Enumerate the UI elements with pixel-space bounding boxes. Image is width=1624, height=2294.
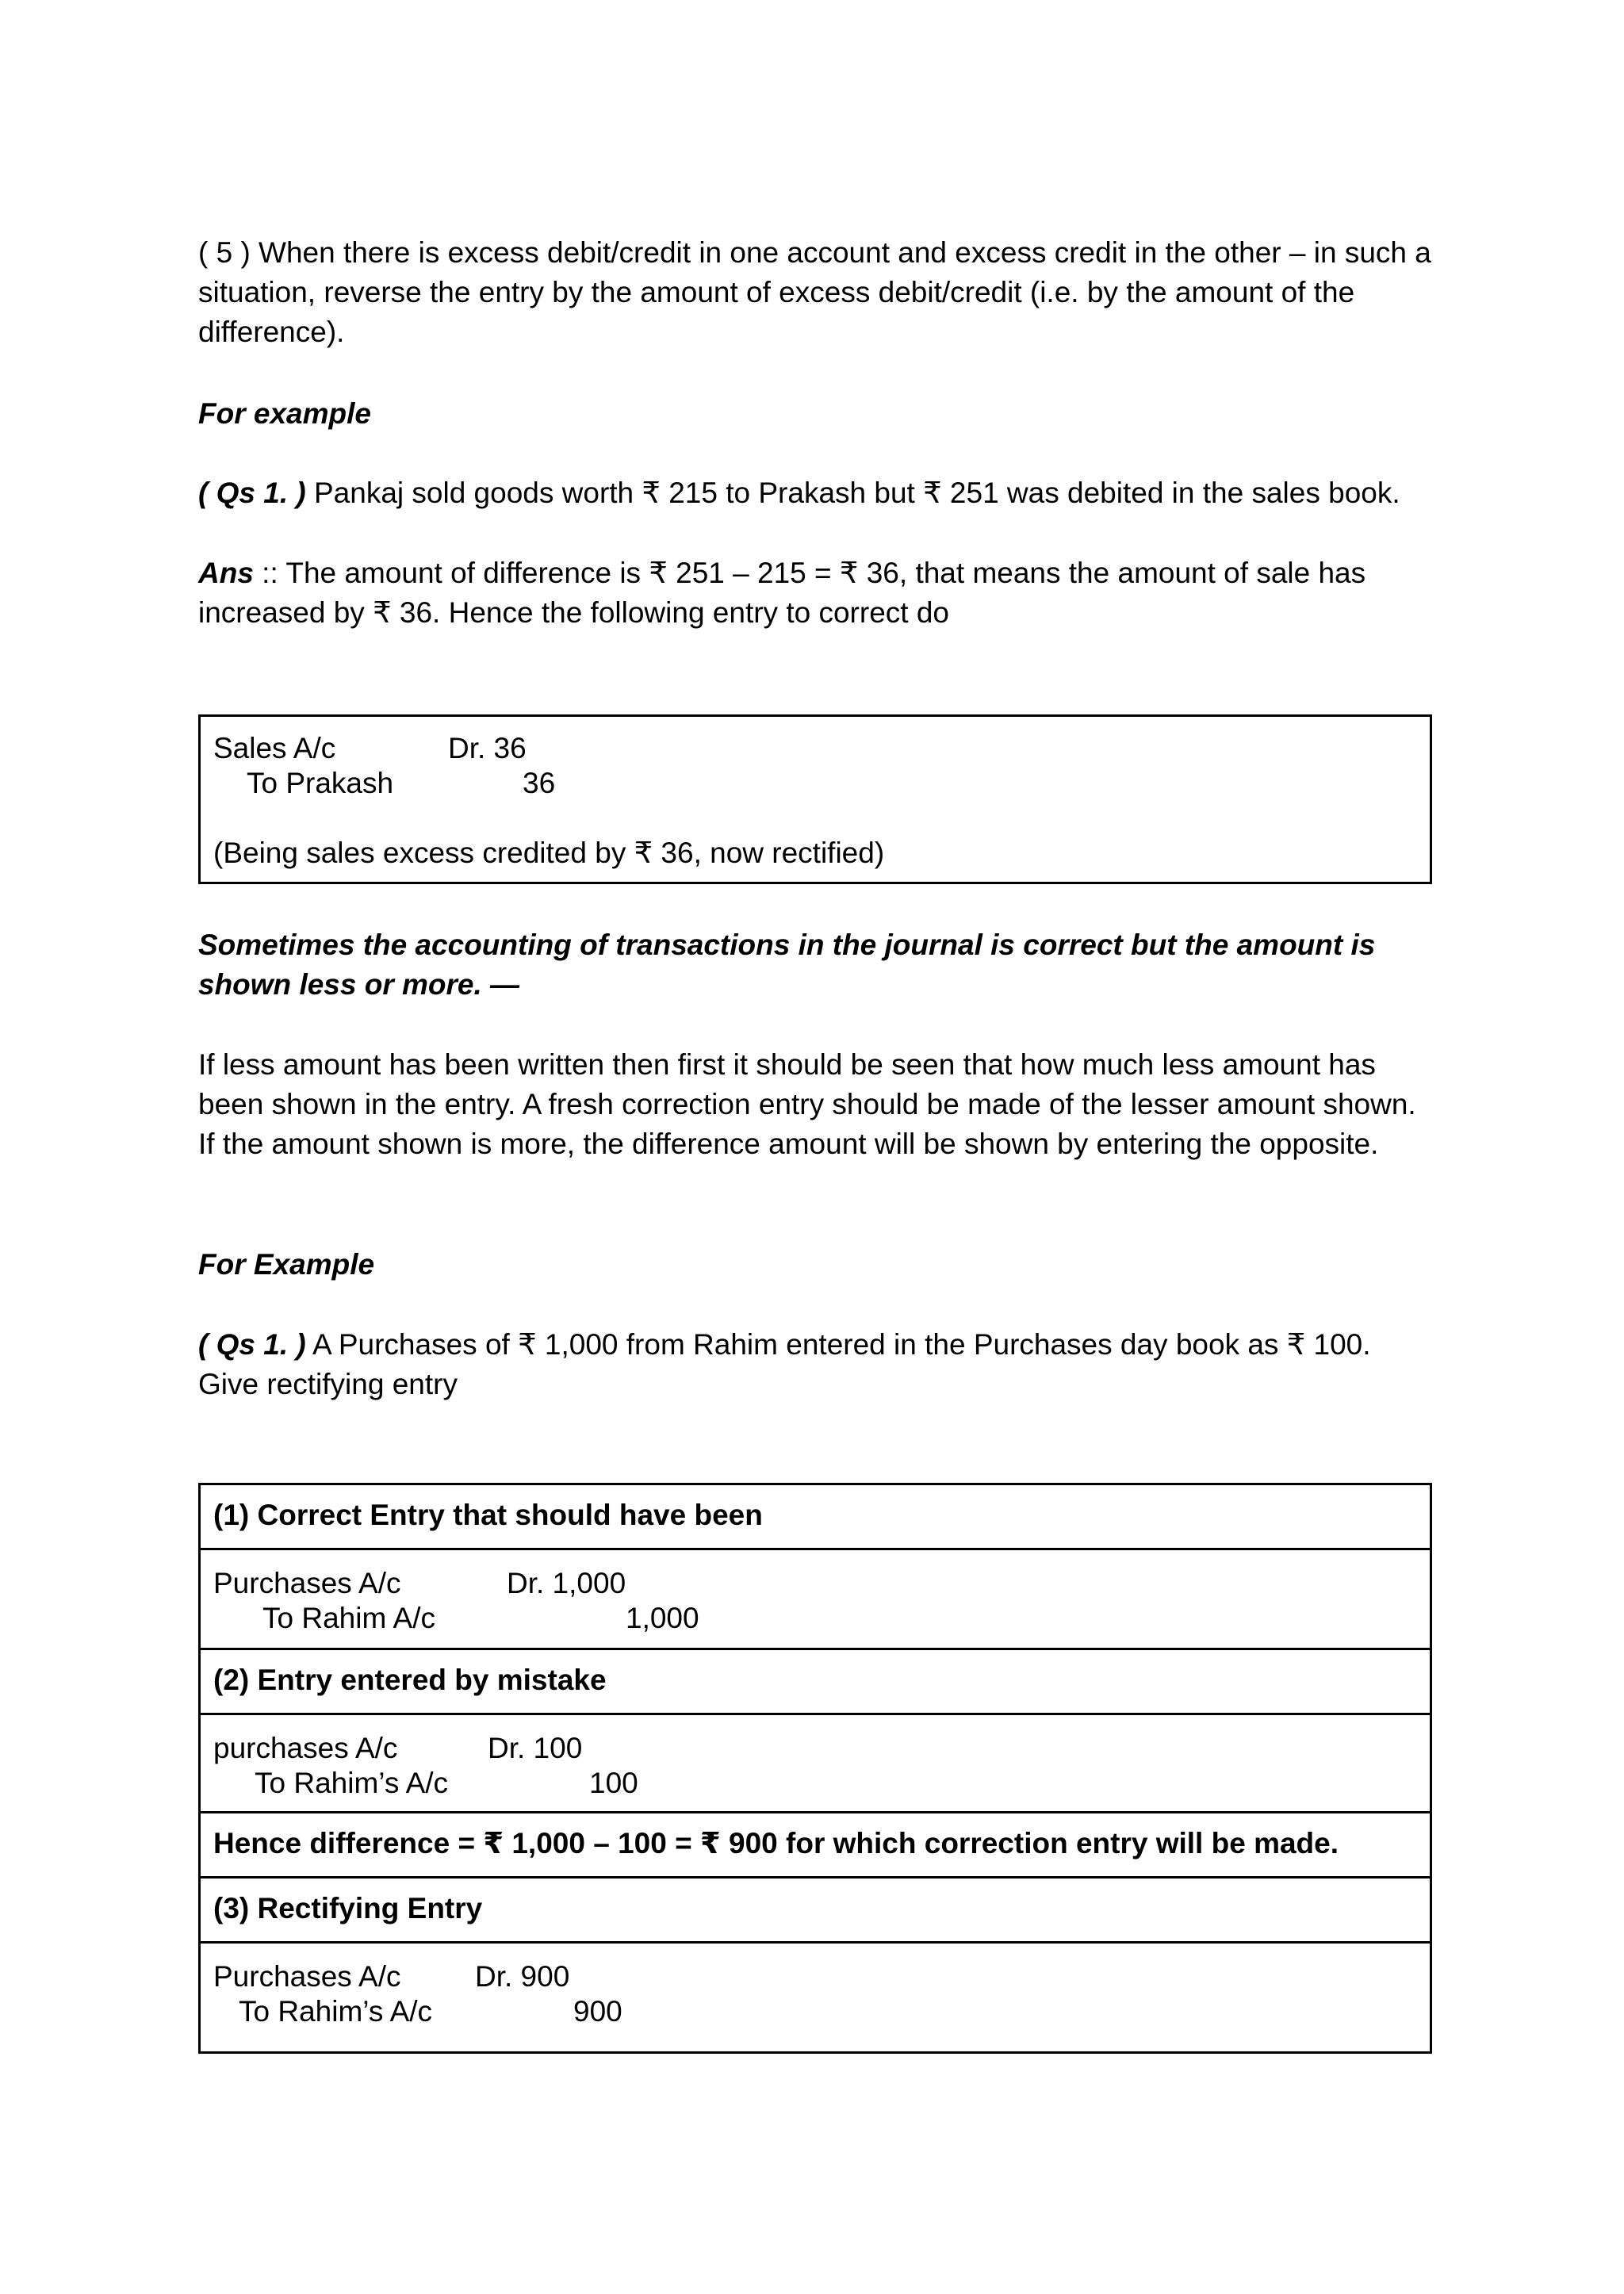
rectify-credit-line bbox=[213, 1994, 1430, 2029]
mistake-debit-account: purchases A/c bbox=[213, 1732, 398, 1764]
mistake-credit-account: To Rahim’s A/c bbox=[255, 1767, 449, 1799]
correct-credit-amount: 1,000 bbox=[626, 1602, 699, 1634]
credit-amount: 36 bbox=[523, 767, 556, 799]
rectify-debit-account: Purchases A/c bbox=[213, 1960, 401, 1993]
debit-amount: Dr. 36 bbox=[448, 732, 527, 764]
correct-credit-account: To Rahim A/c bbox=[262, 1602, 435, 1634]
question-text: Pankaj sold goods worth ₹ 215 to Prakash but ₹ 251 was debited in the sales book. bbox=[305, 477, 1400, 509]
credit-account: To Prakash bbox=[247, 767, 394, 799]
mistake-entry-row bbox=[201, 1715, 1430, 1813]
mistake-debit-line bbox=[213, 1731, 1430, 1766]
section-2-heading: Sometimes the accounting of transactions in the journal is correct but the amount is shown less or more. — bbox=[198, 929, 1376, 1001]
debit-line bbox=[213, 731, 1430, 766]
mistake-credit-amount: 100 bbox=[589, 1767, 638, 1799]
correct-debit-line bbox=[213, 1566, 1430, 1601]
correct-debit-amount: Dr. 1,000 bbox=[507, 1567, 626, 1599]
question-label: ( Qs 1. ) bbox=[198, 1328, 306, 1361]
rectify-credit-account: To Rahim’s A/c bbox=[239, 1995, 433, 2028]
mistake-credit-line bbox=[213, 1766, 1430, 1801]
rule-5-paragraph: ( 5 ) When there is excess debit/credit in one account and excess credit in the other – in such a situation, reverse the entry by the amount of excess debit/credit (i.e. by the amount of the difference). bbox=[198, 236, 1431, 348]
journal-entry-box bbox=[198, 714, 1432, 884]
rectifying-entry-row bbox=[201, 1944, 1430, 2043]
rectifying-entry-heading: (3) Rectifying Entry bbox=[201, 1878, 1430, 1944]
mistake-entry-heading: (2) Entry entered by mistake bbox=[201, 1650, 1430, 1715]
correct-credit-line bbox=[213, 1601, 1430, 1636]
example-2-question bbox=[198, 1325, 1435, 1404]
example-1-heading: For example bbox=[198, 397, 371, 430]
rectify-credit-amount: 900 bbox=[573, 1995, 622, 2028]
question-text: A Purchases of ₹ 1,000 from Rahim entered in the Purchases day book as ₹ 100. Give rectifying entry bbox=[198, 1328, 1371, 1400]
debit-account: Sales A/c bbox=[213, 732, 336, 764]
answer-label: Ans bbox=[198, 557, 254, 589]
narration: (Being sales excess credited by ₹ 36, now rectified) bbox=[213, 837, 885, 869]
rectify-debit-amount: Dr. 900 bbox=[475, 1960, 570, 1993]
answer-text: :: The amount of difference is ₹ 251 – 215 = ₹ 36, that means the amount of sale has increased by ₹ 36. Hence the following entry to correct do bbox=[198, 557, 1366, 629]
example-2-heading: For Example bbox=[198, 1248, 375, 1281]
example-1-question bbox=[198, 473, 1435, 513]
rectification-table bbox=[198, 1483, 1432, 2054]
section-2-body: If less amount has been written then first it should be seen that how much less amount has been shown in the entry. A fresh correction entry should be made of the lesser amount shown. If the amount shown is more, the difference amount will be shown by entering the opposite. bbox=[198, 1048, 1416, 1160]
correct-entry-row bbox=[201, 1550, 1430, 1650]
mistake-debit-amount: Dr. 100 bbox=[488, 1732, 583, 1764]
difference-row: Hence difference = ₹ 1,000 – 100 = ₹ 900 for which correction entry will be made. bbox=[201, 1813, 1430, 1878]
correct-debit-account: Purchases A/c bbox=[213, 1567, 401, 1599]
document-page bbox=[198, 0, 1435, 2294]
example-1-answer bbox=[198, 553, 1435, 633]
question-label: ( Qs 1. ) bbox=[198, 477, 306, 509]
rectify-debit-line bbox=[213, 1959, 1430, 1994]
narration-line bbox=[213, 836, 1430, 871]
correct-entry-heading: (1) Correct Entry that should have been bbox=[201, 1485, 1430, 1550]
credit-line bbox=[213, 766, 1430, 801]
